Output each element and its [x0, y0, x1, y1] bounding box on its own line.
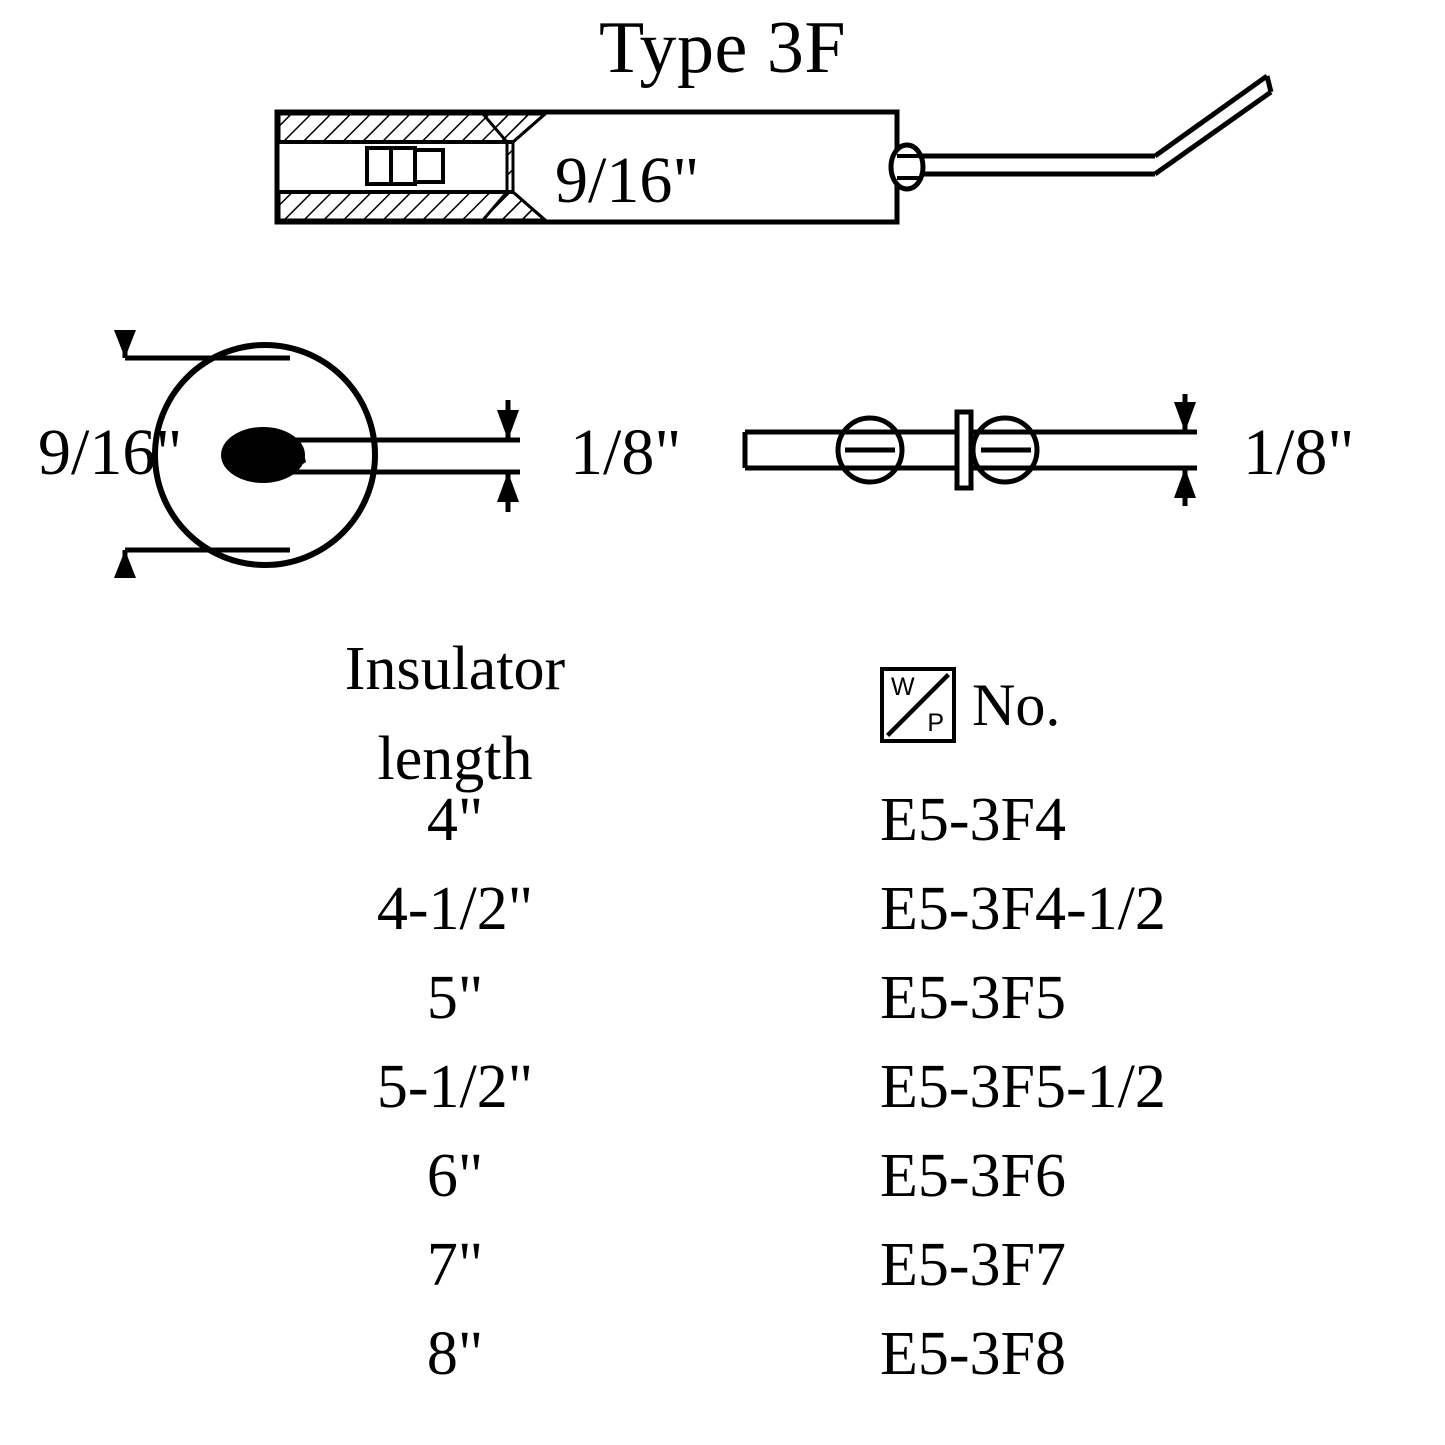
- table-row: [180, 1141, 1380, 1230]
- column-header-insulator-length-line2: length: [377, 724, 533, 793]
- cell-insulator-length: 6": [426, 1142, 484, 1210]
- cell-part-number: E5-3F7: [880, 1231, 1066, 1299]
- parts-table: [180, 625, 1380, 1408]
- column-header-no-label: No.: [972, 671, 1061, 738]
- cell-insulator-length: 7": [426, 1231, 484, 1299]
- cell-part-number: E5-3F4: [880, 786, 1066, 854]
- table-row: [180, 1052, 1380, 1141]
- top-dimension-label: 9/16": [555, 144, 700, 217]
- table-row: [180, 1319, 1380, 1408]
- column-header-part-number: [880, 667, 1060, 743]
- cell-insulator-length: 4-1/2": [376, 875, 534, 943]
- column-header-insulator-length-line1: Insulator: [344, 635, 566, 703]
- cell-part-number: E5-3F6: [880, 1142, 1066, 1210]
- cell-part-number: E5-3F5: [880, 964, 1066, 1032]
- cell-part-number: E5-3F8: [880, 1320, 1066, 1388]
- cell-insulator-length: 5-1/2": [376, 1053, 534, 1121]
- end-view-diameter-label: 9/16": [38, 416, 183, 489]
- cell-part-number: E5-3F5-1/2: [880, 1053, 1166, 1121]
- wp-logo-p: P: [927, 709, 944, 737]
- end-view-tip-label: 1/8": [570, 416, 682, 489]
- cell-insulator-length: 4": [426, 786, 484, 854]
- table-row: [180, 963, 1380, 1052]
- cell-insulator-length: 5": [426, 964, 484, 1032]
- table-header-row: [180, 625, 1380, 793]
- cell-insulator-length: 8": [426, 1320, 484, 1388]
- cell-part-number: E5-3F4-1/2: [880, 875, 1166, 943]
- electrode-tip-side-view: [735, 380, 1215, 540]
- column-header-insulator-length: [240, 625, 670, 805]
- electrode-assembly-side-view: [255, 70, 1315, 260]
- table-row: [180, 1230, 1380, 1319]
- table-row: [180, 785, 1380, 874]
- wp-logo-w: W: [891, 673, 915, 701]
- wp-logo-icon: [880, 667, 956, 743]
- table-row: [180, 874, 1380, 963]
- side-view-tip-label: 1/8": [1243, 416, 1355, 489]
- page-title: Type 3F: [598, 7, 847, 89]
